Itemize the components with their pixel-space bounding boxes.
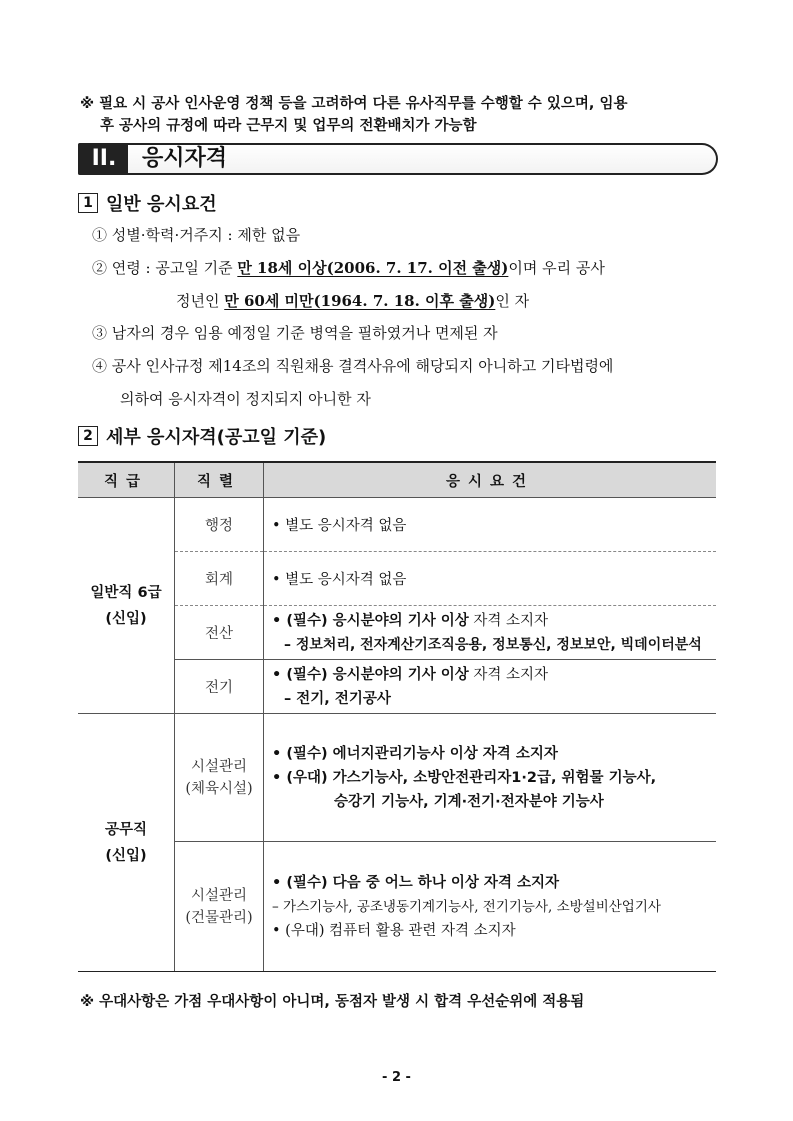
requirement-cell: • 별도 응시자격 없음 [264, 552, 717, 606]
header-series: 직렬 [175, 462, 264, 498]
requirement-cell: • (필수) 다음 중 어느 하나 이상 자격 소지자 – 가스기능사, 공조냉동기계기능사, 전기기능사, 소방설비산업기사 • (우대) 컴퓨터 활용 관련 자격 소지자 [264, 842, 717, 972]
requirement-cell: • (필수) 응시분야의 기사 이상 자격 소지자 – 전기, 전기공사 [264, 660, 717, 714]
req-4-cont: 의하여 응시자격이 정지되지 아니한 자 [120, 390, 371, 408]
section-title: 응시자격 [142, 146, 228, 171]
header-requirements: 응시요건 [264, 462, 717, 498]
req-4: ④ 공사 인사규정 제14조의 직원채용 결격사유에 해당되지 아니하고 기타법령에 [92, 357, 614, 375]
table-header-row [78, 462, 716, 498]
series-cell: 행정 [175, 498, 264, 552]
table-row [78, 498, 716, 552]
series-cell: 전기 [175, 660, 264, 714]
series-cell: 시설관리 (건물관리) [175, 842, 264, 972]
table-row [78, 714, 716, 842]
requirement-cell: • 별도 응시자격 없음 [264, 498, 717, 552]
series-cell: 전산 [175, 606, 264, 660]
requirements-table [78, 461, 716, 972]
requirement-cell: • (필수) 응시분야의 기사 이상 자격 소지자 – 정보처리, 전자계산기조직응용, 정보통신, 정보보안, 빅데이터분석 [264, 606, 717, 660]
grade-general: 일반직 6급 (신입) [78, 498, 175, 714]
table-row [78, 842, 716, 972]
detail-heading: 2 세부 응시자격(공고일 기준) [78, 423, 326, 449]
req-2: ② 연령 : 공고일 기준 만 18세 이상(2006. 7. 17. 이전 출생)이며 우리 공사 [92, 259, 605, 277]
table-row [78, 552, 716, 606]
top-note: ※ 필요 시 공사 인사운영 정책 등을 고려하여 다른 유사직무를 수행할 수 있으며, 임용 후 공사의 규정에 따라 근무지 및 업무의 전환배치가 가능함 [80, 96, 628, 134]
series-cell: 시설관리 (체육시설) [175, 714, 264, 842]
req-2-cont: 정년인 만 60세 미만(1964. 7. 18. 이후 출생)인 자 [176, 292, 530, 310]
general-heading: 1 일반 응시요건 [78, 190, 217, 216]
req-1: ① 성별·학력·거주지 : 제한 없음 [92, 226, 301, 244]
page-number: - 2 - [382, 1070, 411, 1085]
header-grade: 직급 [78, 462, 175, 498]
grade-public: 공무직 (신입) [78, 714, 175, 972]
bottom-note: ※ 우대사항은 가점 우대사항이 아니며, 동점자 발생 시 합격 우선순위에 적용됨 [80, 994, 585, 1010]
section-banner [78, 143, 718, 175]
box-number: 1 [78, 193, 98, 213]
table-row [78, 660, 716, 714]
section-number: II. [80, 145, 128, 173]
series-cell: 회계 [175, 552, 264, 606]
box-number: 2 [78, 426, 98, 446]
requirement-cell: • (필수) 에너지관리기능사 이상 자격 소지자 • (우대) 가스기능사, 소방안전관리자1·2급, 위험물 기능사, 승강기 기능사, 기계·전기·전자분야 기능사 [264, 714, 717, 842]
table-row [78, 606, 716, 660]
req-3: ③ 남자의 경우 임용 예정일 기준 병역을 필하였거나 면제된 자 [92, 324, 498, 342]
